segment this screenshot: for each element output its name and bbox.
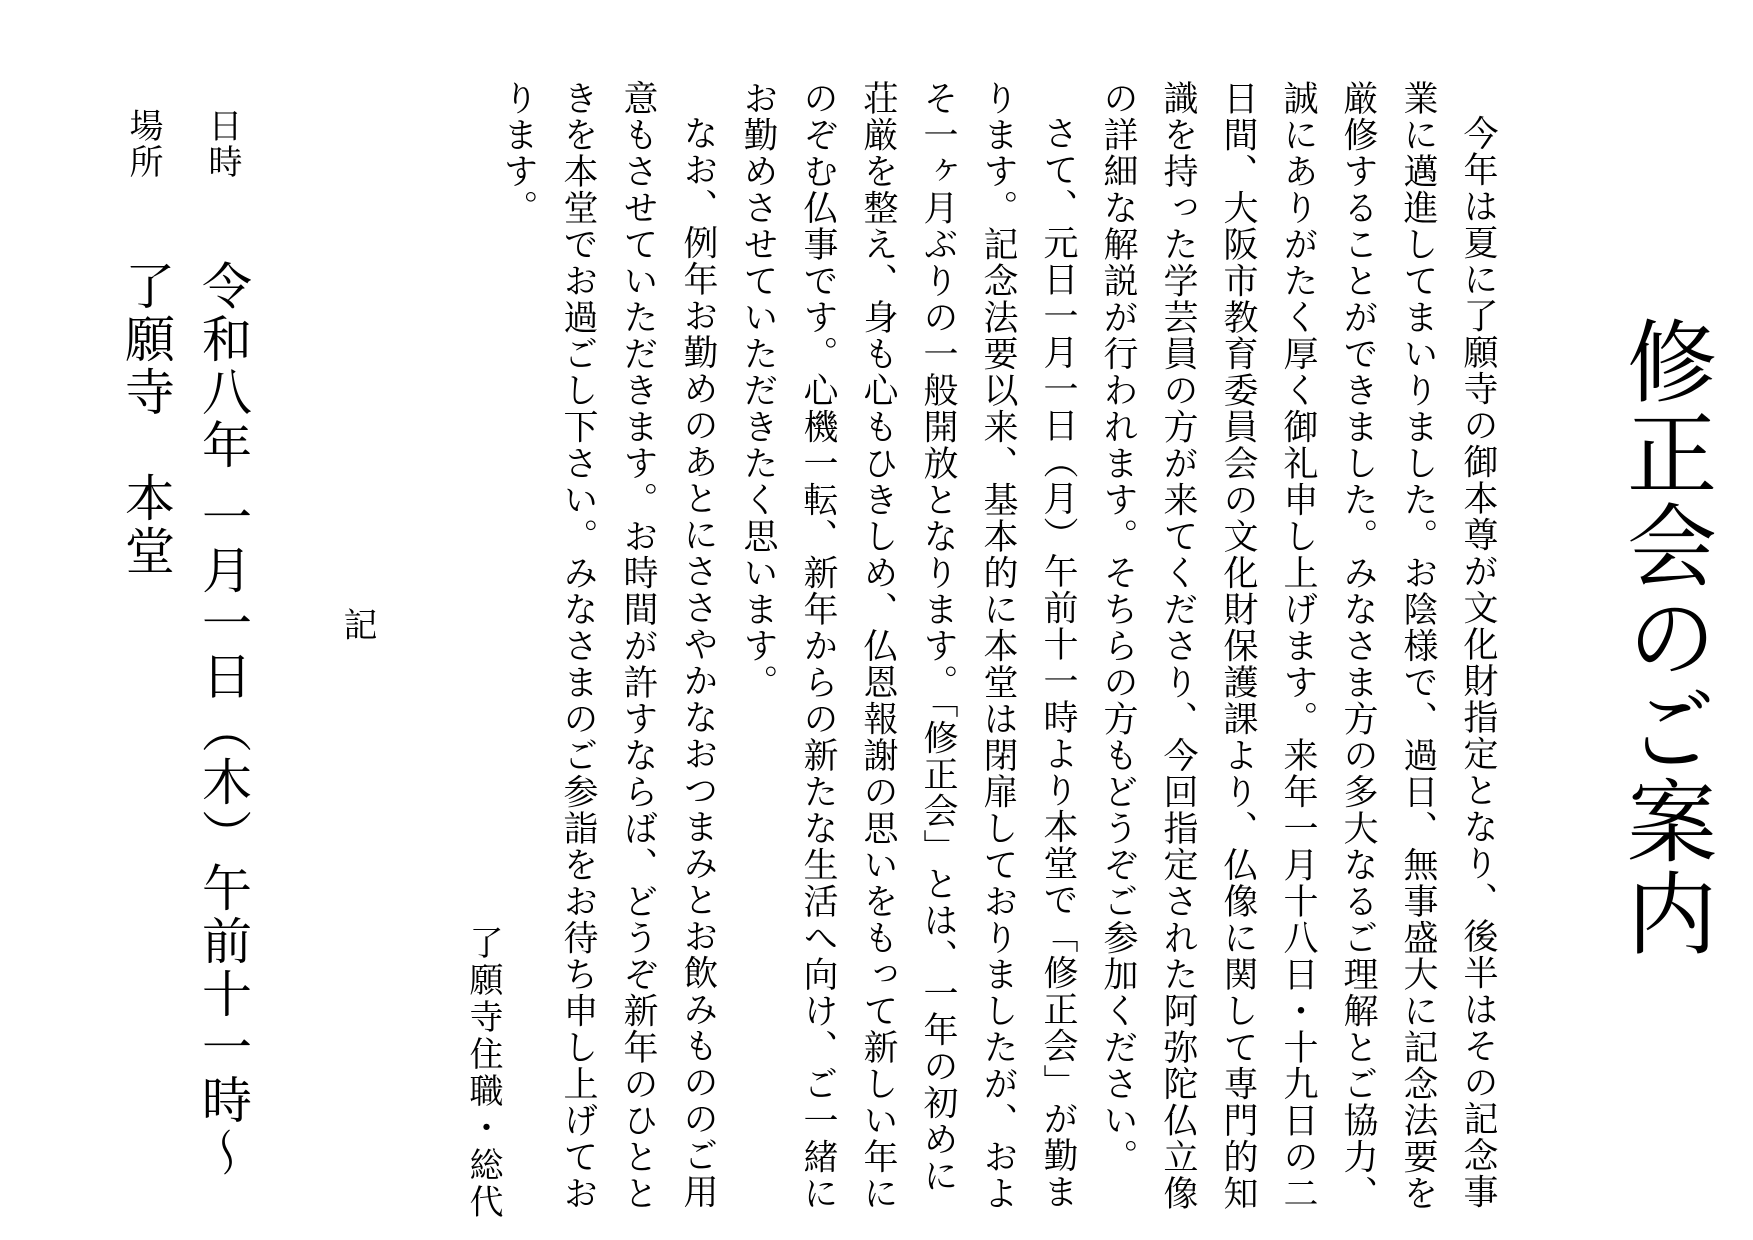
body-paragraph-3: なお、例年お勤めのあとにささやかなおつまみとお飲みもののご用意もさせていただきます。お時間が許すならば、どうぞ新年のひとときを本堂でお過ごし下さい。みなさまのご参詣をお待ち申し上げております。 <box>498 80 718 1212</box>
body-paragraph-2: さて、元日一月一日（月）午前十一時より本堂で「修正会」が勤まります。記念法要以来、基本的に本堂は閉扉しておりましたが、およそ一ヶ月ぶりの一般開放となります。「修正会」とは、一年の初めに荘厳を整え、身も心もひきしめ、仏恩報謝の思いをもって新しい年にのぞむ仏事です。心機一転、新年からの新たな生活へ向け、ご一緒にお勤めさせていただきたく思います。 <box>738 80 1078 1212</box>
place-label: 場所 <box>123 108 163 180</box>
ki-marker: 記 <box>337 607 377 641</box>
date-value: 令和八年 一月一日（木）午前十一時～ <box>194 260 252 1180</box>
place-value: 了願寺 本堂 <box>117 260 175 578</box>
document-title: 修正会のご案内 <box>1611 315 1716 959</box>
date-label: 日時 <box>202 108 242 180</box>
body-paragraph-1: 今年は夏に了願寺の御本尊が文化財指定となり、後半はその記念事業に邁進してまいりました。お陰様で、過日、無事盛大に記念法要を厳修することができました。みなさま方の多大なるご理解とご協力、誠にありがたく厚く御礼申し上げます。来年一月十八日・十九日の二日間、大阪市教育委員会の文化財保護課より、仏像に関して専門的知識を持った学芸員の方が来てくださり、今回指定された阿弥陀仏立像の詳細な解説が行われます。そちらの方もどうぞご参加ください。 <box>1098 80 1498 1212</box>
body-text <box>488 80 1508 1220</box>
signature: 了願寺住職・総代 <box>463 925 503 1221</box>
